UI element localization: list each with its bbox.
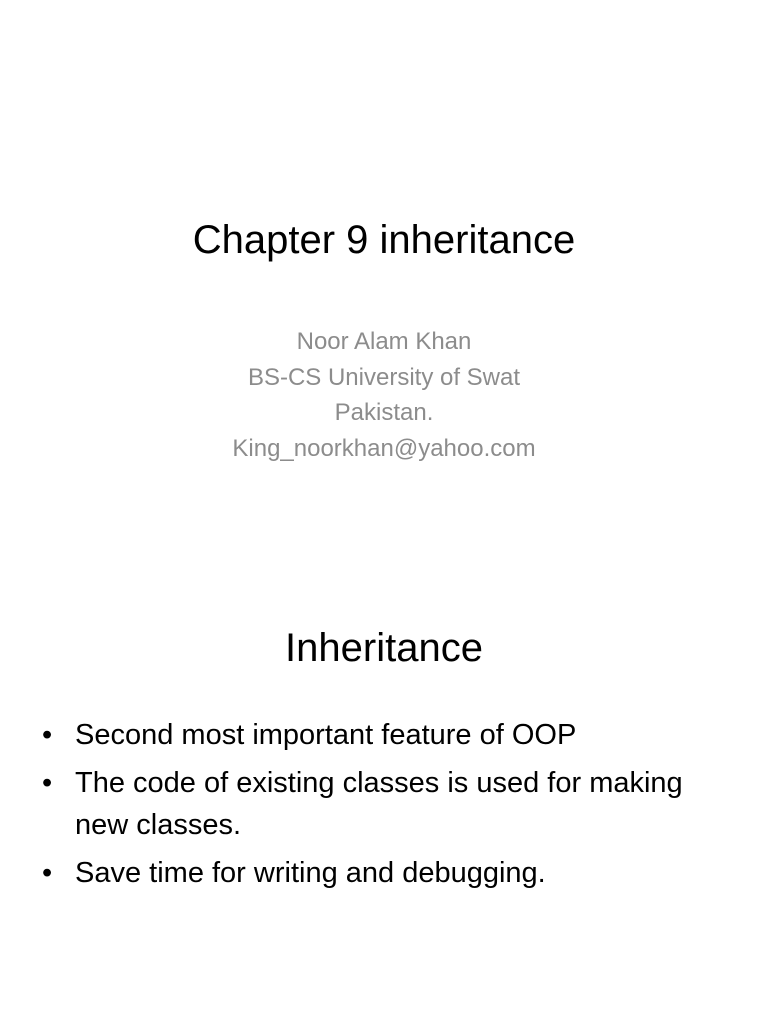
list-item: [38, 852, 738, 894]
bullet-icon: •: [42, 719, 53, 751]
bullet-text: Second most important feature of OOP: [75, 719, 577, 751]
list-item: [38, 762, 738, 846]
bullet-text: The code of existing classes is used for making new classes.: [75, 767, 683, 841]
content-slide: [0, 576, 768, 1024]
bullet-icon: •: [42, 767, 53, 799]
bullet-icon: •: [42, 857, 53, 889]
author-name: Noor Alam Khan: [296, 328, 472, 355]
author-email: King_noorkhan@yahoo.com: [232, 434, 536, 462]
author-affiliation: BS-CS University of Swat: [247, 363, 521, 391]
slide-title: Inheritance: [285, 626, 483, 670]
slide-title: Chapter 9 inheritance: [192, 218, 576, 262]
bullet-list: [38, 714, 738, 900]
slide-subtitle: [0, 324, 768, 466]
list-item: [38, 714, 738, 756]
author-country: Pakistan.: [334, 399, 434, 426]
bullet-text: Save time for writing and debugging.: [75, 857, 546, 889]
